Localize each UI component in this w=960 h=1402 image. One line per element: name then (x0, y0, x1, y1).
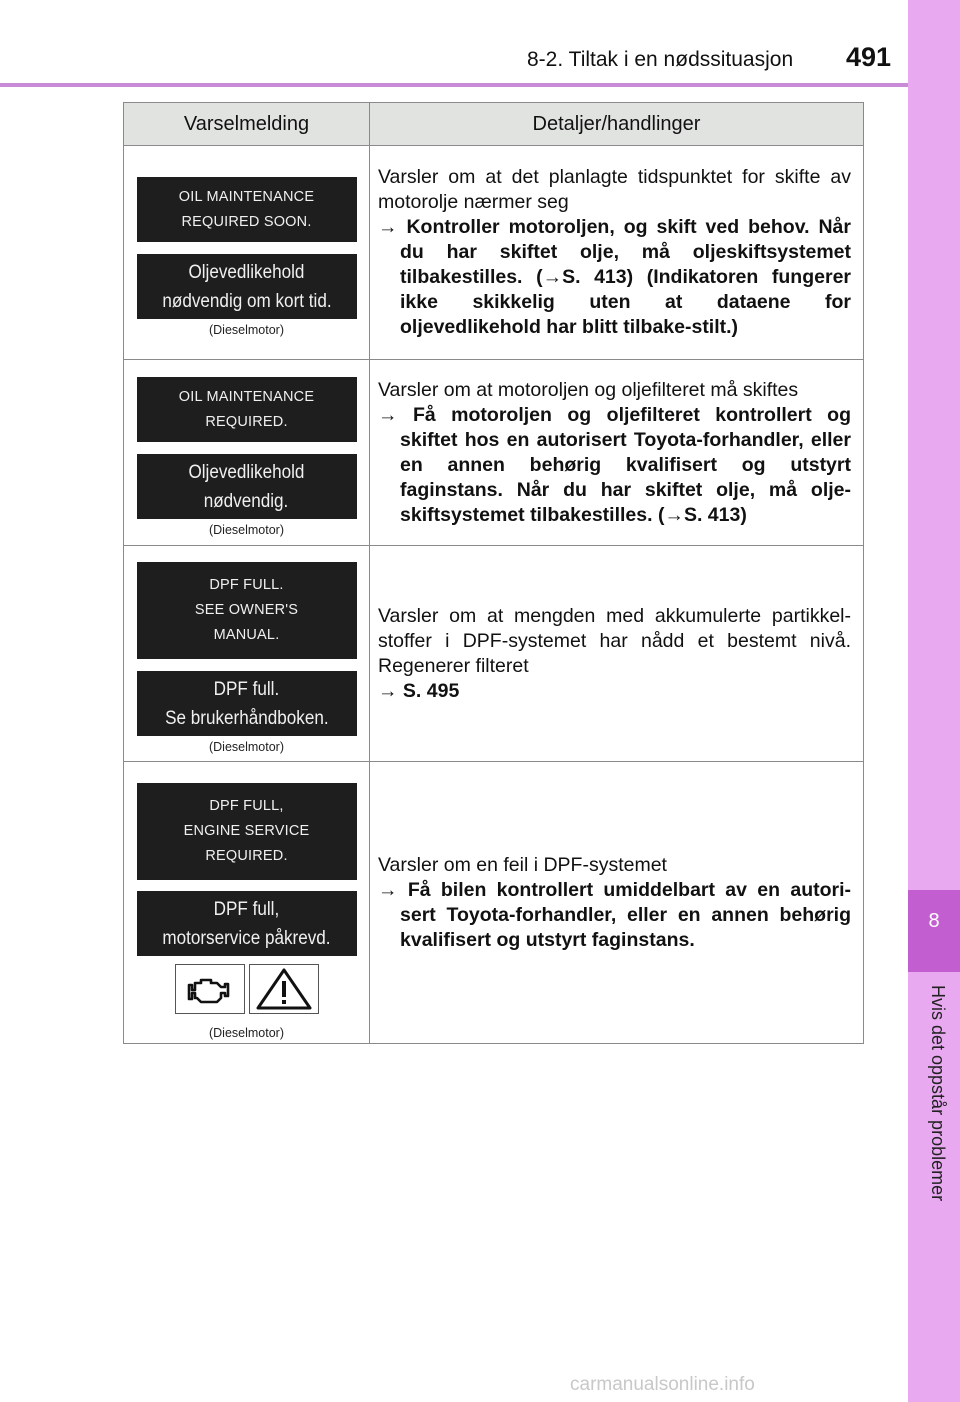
table-row (124, 360, 864, 546)
watermark: carmanualsonline.info (570, 1374, 755, 1395)
table-header-row (124, 103, 864, 146)
display-line: Oljevedlikehold (188, 261, 305, 283)
display-line: DPF FULL, (209, 798, 284, 814)
arrow-icon: → (378, 403, 398, 426)
display-line: REQUIRED. (205, 413, 288, 430)
warning-triangle-icon (249, 964, 319, 1014)
display-screen-norwegian (137, 671, 357, 736)
display-line: nødvendig. (204, 490, 289, 512)
table-row (124, 762, 864, 1044)
engine-note: (Dieselmotor) (208, 323, 284, 337)
warning-icons (124, 964, 369, 1014)
action-label: Kontroller motoroljen, og skift ved behov. Når du har skiftet olje, må oljeskiftsystemet tilbakestilles. (→S. 413) (Indikatoren fungerer ikke skikkelig uten at dataene for oljevedlikehold har blitt tilbake-stilt.) (400, 216, 851, 338)
column-header-details: Detaljer/handlinger (370, 103, 864, 146)
column-header-message: Varselmelding (124, 103, 370, 146)
action-label: S. 495 (402, 679, 460, 702)
arrow-icon: → (378, 878, 398, 901)
table-row (124, 146, 864, 360)
description-text: Varsler om at det planlagte tidspunktet for skifte av motorolje nærmer seg (378, 166, 851, 213)
action-label: Få bilen kontrollert umiddelbart av en autori-sert Toyota-forhandler, eller en annen behørig kvalifisert og utstyrt faginstans. (400, 878, 852, 951)
arrow-icon: → (378, 216, 398, 238)
description-text: Varsler om at motoroljen og oljefilteret må skiftes (378, 378, 799, 401)
engine-check-icon (175, 964, 245, 1014)
description-text: Varsler om en feil i DPF-systemet (378, 853, 667, 876)
description-text: Varsler om at mengden med akkumulerte partikkel-stoffer i DPF-systemet har nådd et bestemt nivå. Regenerer filteret (378, 604, 851, 677)
details-cell (370, 762, 864, 1044)
engine-check-icon (187, 974, 233, 1004)
display-line: DPF full. (213, 678, 280, 700)
engine-note: (Dieselmotor) (208, 523, 284, 537)
display-line: Se brukerhåndboken. (164, 707, 329, 729)
chapter-title: Hvis det oppstår problemer (928, 985, 948, 1202)
display-screen-english (137, 177, 357, 242)
display-line: REQUIRED SOON. (181, 213, 312, 230)
header-divider (0, 83, 908, 87)
action-label: Få motoroljen og oljefilteret kontrollert og skiftet hos en autorisert Toyota-forhandler, eller en annen behørig kvalifisert og utstyrt faginstans. Når du har skiftet olje, må olje-skiftsystemet tilbakestilles. (→S. 413) (400, 403, 851, 526)
engine-note: (Dieselmotor) (208, 1026, 284, 1040)
warning-message-table (123, 102, 864, 1044)
arrow-icon: → (378, 679, 398, 702)
display-screen-norwegian (137, 254, 357, 319)
details-cell (370, 546, 864, 762)
chapter-number: 8 (928, 910, 940, 932)
warning-triangle-icon (254, 967, 314, 1011)
action-text (378, 215, 851, 340)
display-screen-english (137, 377, 357, 442)
display-line: SEE OWNER'S (194, 602, 299, 618)
action-text (378, 878, 851, 953)
details-cell (370, 360, 864, 546)
action-text (378, 403, 851, 528)
display-line: OIL MAINTENANCE (178, 388, 315, 405)
display-line: ENGINE SERVICE (183, 823, 310, 839)
display-line: DPF full, (213, 898, 280, 920)
display-screen-norwegian (137, 891, 357, 956)
display-cell (124, 546, 370, 762)
section-title: 8-2. Tiltak i en nødssituasjon (527, 48, 794, 71)
display-line: DPF FULL. (209, 577, 284, 593)
display-cell (124, 762, 370, 1044)
engine-note: (Dieselmotor) (208, 740, 284, 754)
page-header (0, 0, 908, 88)
display-screen-english (137, 783, 357, 880)
display-line: motorservice påkrevd. (162, 927, 331, 949)
display-cell (124, 146, 370, 360)
display-screen-english (137, 562, 357, 659)
action-text (378, 679, 851, 704)
display-screen-norwegian (137, 454, 357, 519)
display-cell (124, 360, 370, 546)
display-line: MANUAL. (213, 627, 280, 643)
page-number: 491 (846, 42, 892, 72)
display-line: OIL MAINTENANCE (178, 188, 315, 205)
details-cell (370, 146, 864, 360)
display-line: nødvendig om kort tid. (161, 290, 332, 312)
display-line: Oljevedlikehold (188, 461, 305, 483)
display-line: REQUIRED. (205, 848, 288, 864)
table-row (124, 546, 864, 762)
